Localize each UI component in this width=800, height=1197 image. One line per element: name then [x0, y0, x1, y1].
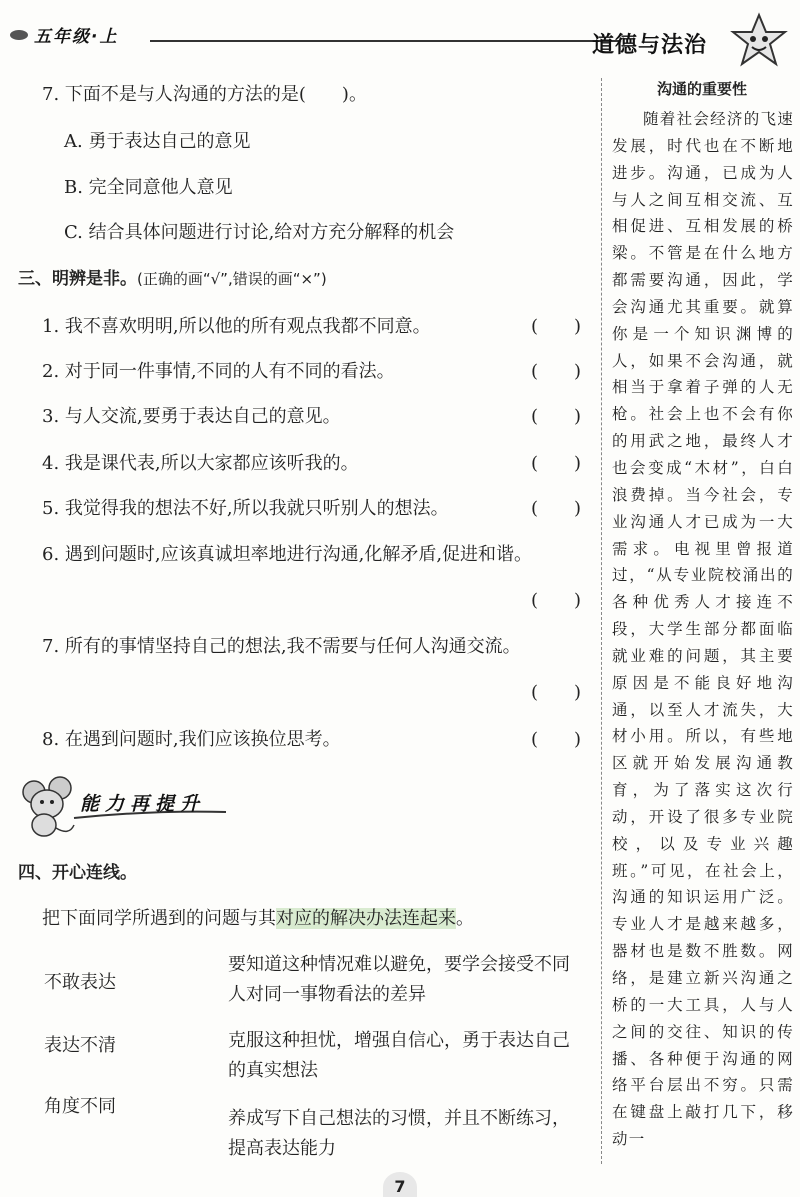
mouse-mascot-icon — [23, 777, 74, 836]
match-right-2[interactable]: 克服这种担忧，增强自信心，勇于表达自己的真实想法 — [228, 1030, 570, 1081]
match-right-3[interactable]: 养成写下自己想法的习惯，并且不断练习，提高表达能力 — [228, 1108, 570, 1159]
section-3-heading — [18, 264, 327, 289]
star-mascot-icon — [728, 12, 790, 70]
match-left-2[interactable]: 表达不清 — [44, 1035, 116, 1056]
match-left-3[interactable]: 角度不同 — [44, 1096, 116, 1117]
question-7-stem: 7. 下面不是与人沟通的方法的是( )。 — [42, 84, 367, 105]
option-c: C. 结合具体问题进行讨论,给对方充分解释的机会 — [64, 222, 455, 243]
judge-item-5: 5. 我觉得我的想法不好,所以我就只听别人的想法。 — [42, 498, 449, 519]
instruction-part-c: 。 — [456, 908, 474, 929]
judge-item-3: 3. 与人交流,要勇于表达自己的意见。 — [42, 406, 341, 427]
judge-item-8: 8. 在遇到问题时,我们应该换位思考。 — [42, 729, 341, 750]
option-a: A. 勇于表达自己的意见 — [64, 131, 251, 152]
subject-title: 道德与法治 — [592, 33, 708, 58]
judge-item-2: 2. 对于同一件事情,不同的人有不同的看法。 — [42, 361, 395, 382]
answer-blank-8[interactable]: ( ) — [531, 729, 582, 750]
answer-blank-1[interactable]: ( ) — [531, 316, 582, 337]
answer-blank-2[interactable]: ( ) — [531, 361, 582, 382]
section-3-title: 三、明辨是非。 — [18, 269, 137, 289]
judge-item-4: 4. 我是课代表,所以大家都应该听我的。 — [42, 453, 359, 474]
answer-blank-6[interactable]: ( ) — [531, 590, 582, 611]
match-left-1[interactable]: 不敢表达 — [44, 972, 116, 993]
judge-item-6: 6. 遇到问题时,应该真诚坦率地进行沟通,化解矛盾,促进和谐。 — [42, 544, 533, 565]
instruction-highlight: 对应的解决办法连起来 — [276, 908, 456, 929]
answer-blank-7[interactable]: ( ) — [531, 682, 582, 703]
sidebar-article: 随着社会经济的飞速发展，时代也在不断地进步。沟通，已成为人与人之间互相交流、互相促进、互相发展的桥梁。不管是在什么地方都需要沟通，因此，学会沟通尤其重要。就算你是一个知识渊博的人，如果不会沟通，就相当于拿着子弹的人无枪。社会上也不会有你的用武之地，最终人才也会变成“木材”，白白浪费掉。当今社会，专业沟通人才已成为一大需求。电视里曾报道过，“从专业院校涌出的各种优秀人才接连不段，大学生部分都面临就业难的问题，其主要原因是不能良好地沟通，以至人才流失，大材小用。所以，有些地区就开始发展沟通教育，为了落实这次行动，开设了很多专业院校，以及专业兴趣班。”可见，在社会上，沟通的知识运用广泛。专业人才是越来越多，器材也是数不胜数。网络，是建立新兴沟通之桥的一大工具，人与人之间的交往、知识的传播、各种便于沟通的网络平台层出不穷。只需在键盘上敲打几下，移动一 — [612, 110, 794, 1149]
banner-text: 能力再提升 — [80, 793, 206, 815]
section-4-instruction — [42, 904, 474, 930]
answer-blank-3[interactable]: ( ) — [531, 406, 582, 427]
answer-blank-5[interactable]: ( ) — [531, 498, 582, 519]
judge-item-7: 7. 所有的事情坚持自己的想法,我不需要与任何人沟通交流。 — [42, 636, 521, 657]
column-divider — [601, 78, 602, 1164]
grade-label: 五年级·上 — [34, 27, 119, 47]
page-number: 7 — [383, 1172, 417, 1197]
answer-blank-4[interactable]: ( ) — [531, 453, 582, 474]
match-right-1[interactable]: 要知道这种情况难以避免，要学会接受不同人对同一事物看法的差异 — [228, 954, 570, 1005]
sidebar-title: 沟通的重要性 — [656, 80, 747, 98]
section-3-note: (正确的画“√”,错误的画“×”) — [137, 270, 327, 288]
judge-item-1: 1. 我不喜欢明明,所以他的所有观点我都不同意。 — [42, 316, 431, 337]
section-4-title: 四、开心连线。 — [18, 863, 137, 883]
instruction-part-a: 把下面同学所遇到的问题与其 — [42, 908, 276, 929]
option-b: B. 完全同意他人意见 — [64, 177, 233, 198]
ability-banner — [14, 770, 234, 840]
